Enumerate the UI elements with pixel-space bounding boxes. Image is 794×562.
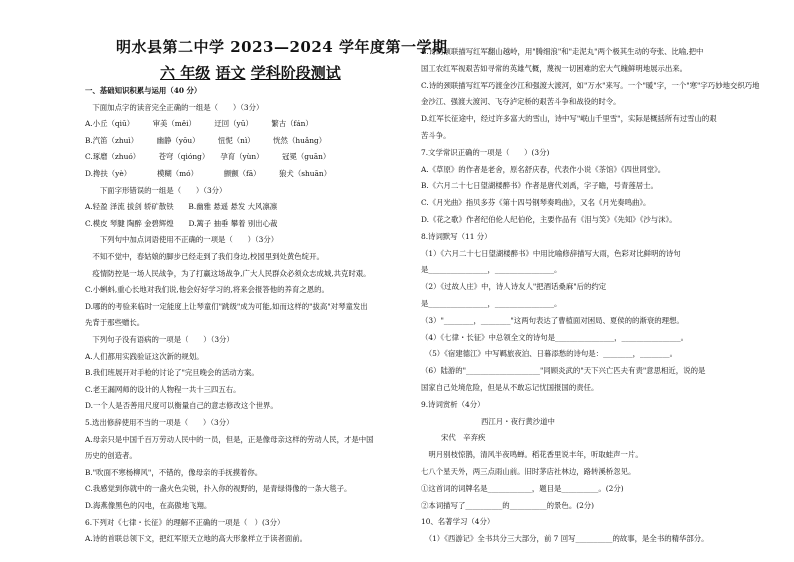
text-line: A.母亲只是中国千百万劳动人民中的一员，但是，正是像母亲这样的劳动人民，才是中国 bbox=[85, 434, 374, 444]
text-line: D.哪的的考验来临时一定能度上让琴童们"跳级"成为可能,如而这样的"拔高"对琴童发出 bbox=[85, 301, 368, 311]
text-line: 西江月・夜行黄沙道中 bbox=[481, 416, 555, 426]
text-line: A.小丘（qiū） 审美（měi） 迂回（yū） 繁古（fán） bbox=[85, 119, 313, 129]
text-line: 苦斗争。 bbox=[421, 131, 451, 140]
text-line: D.《花之歌》作者纪伯伦人纪伯伦，主要作品有《泪与笑》《先知》《沙与沫》。 bbox=[421, 215, 677, 224]
text-line: 下面加点字的读音完全正确的一组是（ ）（3分） bbox=[85, 102, 264, 112]
text-line: A.轻盈 泽流 拔剑 轿矿散铁 B.幽雅 悬遥 悬发 大风凛凛 bbox=[85, 202, 278, 212]
text-line: 7.文学常识正确的一项是（ ）(3分) bbox=[421, 147, 550, 157]
text-line: C.老王漏网师的设计的人物程一共十三四五右。 bbox=[85, 384, 241, 394]
text-line: 金沙江、强渡大渡河、飞夺泸定桥的艰苦斗争和战役的时令。 bbox=[421, 97, 621, 107]
text-line: 明月别枝惊鹊，清风半夜鸣蝉。稻花香里说丰年，听取蛙声一片。 bbox=[421, 450, 643, 460]
text-line: D.搀扶（yè） 模糊（mó） 颤颤（fā） 狼犬（shuān） bbox=[85, 169, 332, 178]
text-line: 5.选出修辞使用不当的一项是（ ）（3分） bbox=[85, 418, 234, 427]
text-line: （6）陆游的"____________________"同顾炎武的"天下兴亡匹夫有责"意思相近，说的是 bbox=[421, 366, 706, 376]
text-line: B."吹面不寒杨柳风"，不错的，像母亲的手抚摸着你。 bbox=[85, 467, 263, 477]
text-line: B.诗的颔联描写红军翻山越岭，用"腾细浪"和"走泥丸"两个极其生动的夸张、比喻,把中 bbox=[421, 47, 704, 56]
text-line: （1）《六月二十七日望湖楼醉书》中用比喻修辞描写大雨，色彩对比鲜明的诗句 bbox=[421, 248, 681, 258]
text-line: （1）《西游记》全书共分三大部分，前 7 回写__________的故事，是全书的精华部分。 bbox=[421, 534, 709, 544]
text-line: （4）《七律・长征》中总领全文的诗句是________________，________________。 bbox=[421, 332, 689, 342]
text-line: C.《月光曲》指贝多芬《第十四号钢琴奏鸣曲》，又名《月光奏鸣曲》。 bbox=[421, 198, 651, 208]
text-line: 下列句中加点词语使用不正确的一项是（ ）（3分） bbox=[85, 235, 279, 245]
text-line: 9.诗词赏析（4分） bbox=[421, 399, 485, 409]
text-line: 先背于那些赠长。 bbox=[85, 318, 145, 328]
text-line: （5）《宿建德江》中写羁旅夜泊、日暮添愁的诗句是：________，________。 bbox=[421, 349, 677, 359]
text-line: ②本词描写了__________的__________的景色。(2分) bbox=[421, 500, 595, 510]
text-line: 是________________，________________。 bbox=[421, 265, 562, 275]
text-line: D.红军长征途中，经过许多富大的雪山，诗中写"岷山千里雪"，实际是概括所有过雪山的艰 bbox=[421, 114, 717, 124]
text-line: 疫情防控是一场人民战争，为了打赢这场战争,广大人民群众必须众志成城,共克时艰。 bbox=[85, 268, 371, 278]
text-line: 七八个星天外，两三点雨山前。旧时茅店社林边，路转溪桥忽见。 bbox=[421, 467, 636, 476]
text-line: C.诗的颈联描写红军巧渡金沙江和强渡大渡河，如"万水"来写。一个"暖"字，一个"寒"字巧妙地交织巧地 bbox=[421, 80, 760, 90]
text-line: 一、基础知识积累与运用（40 分） bbox=[85, 86, 202, 95]
text-line: A.诗的首联总领下文，把红军原天立地的高大形象样立于读者面前。 bbox=[85, 534, 308, 544]
text-line: D.一个人是否善用尺度可以衡量自己的意志修改这个世界。 bbox=[85, 401, 278, 411]
text-line: C.琢磨（zhuó） 苍穹（qióng） 孕育（yùn） 冠冕（guān） bbox=[85, 152, 331, 162]
text-line: A.《草原》的作者是老舍，原名舒庆春，代表作小说《茶馆》《四世同堂》。 bbox=[421, 164, 666, 174]
text-line: A.人们都用实践验证这次新的规划。 bbox=[85, 351, 204, 361]
text-line: 不知不觉中，春姑娘的脚步已经走到了我们身边,校园里到处黄色绽开。 bbox=[85, 252, 324, 261]
text-line: 8.诗词默写（11 分） bbox=[421, 231, 492, 241]
subtitle-rest: 学科阶段测试 bbox=[250, 64, 341, 82]
text-line: ①这首词的词牌名是____________，题目是__________。(2分) bbox=[421, 483, 624, 493]
text-line: C.模皮 琴腱 陶醉 金碧辉煌 D.篱子 抽垂 攀着 别出心裁 bbox=[85, 218, 278, 228]
text-line: 10、名著学习（4分） bbox=[421, 517, 495, 527]
text-line: （2）《过故人庄》中，诗人诗友人"把酒话桑麻"后的约定 bbox=[421, 282, 607, 292]
text-line: B.我们班展开对手枪的讨论了"完旦晚会的活动方案。 bbox=[85, 368, 259, 378]
text-line: 下列句子没有语病的一项是（ ）（3分） bbox=[85, 335, 234, 344]
text-line: C.我感觉到你就中的一盏火色尖锐，扑入你的视野的，是青绿得像的一条大毯子。 bbox=[85, 484, 352, 494]
subtitle-grade: 六 年级 bbox=[160, 64, 211, 82]
text-line: 宋代 辛弃疾 bbox=[441, 433, 486, 443]
text-line: B.《六月二十七日望湖楼醉书》作者是唐代刘禹，字子瞻，号青莲居士。 bbox=[421, 181, 658, 191]
text-line: （3）"________，________"这两句表达了曹植面对困局、夏侯的的渐衰的理想。 bbox=[421, 315, 684, 325]
text-line: 下面字形错误的一组是（ ）（3分） bbox=[85, 185, 227, 195]
subtitle-subject: 语文 bbox=[215, 64, 246, 82]
page-subtitle bbox=[160, 62, 341, 83]
text-line: 历史的创造者。 bbox=[85, 451, 137, 461]
text-line: 是________________，________________。 bbox=[421, 299, 562, 308]
text-line: B.汽笛（zhuì） 幽静（yōu） 忸怩（nì） 恍然（huǎng） bbox=[85, 135, 327, 145]
text-line: 国家自己处境危险，但是从不敢忘记忧国报国的责任。 bbox=[421, 383, 599, 392]
text-line: 国工农红军视艰苦如寻常的英雄气概，蔑视一切困难的宏大气魄鲜明地展示出来。 bbox=[421, 63, 688, 73]
page-title: 明水县第二中学 2023—2024 学年度第一学期 bbox=[116, 38, 448, 56]
text-line: C.小蝌蚪,重心长地对我们说,他会好好学习的,将来会报答他的养育之恩的。 bbox=[85, 285, 329, 295]
text-line: 6.下列对《七律・长征》的理解不正确的一项是（ ）(3分） bbox=[85, 517, 285, 527]
text-line: D.海燕像黑色的闪电，在高傲地飞翔。 bbox=[85, 501, 212, 510]
